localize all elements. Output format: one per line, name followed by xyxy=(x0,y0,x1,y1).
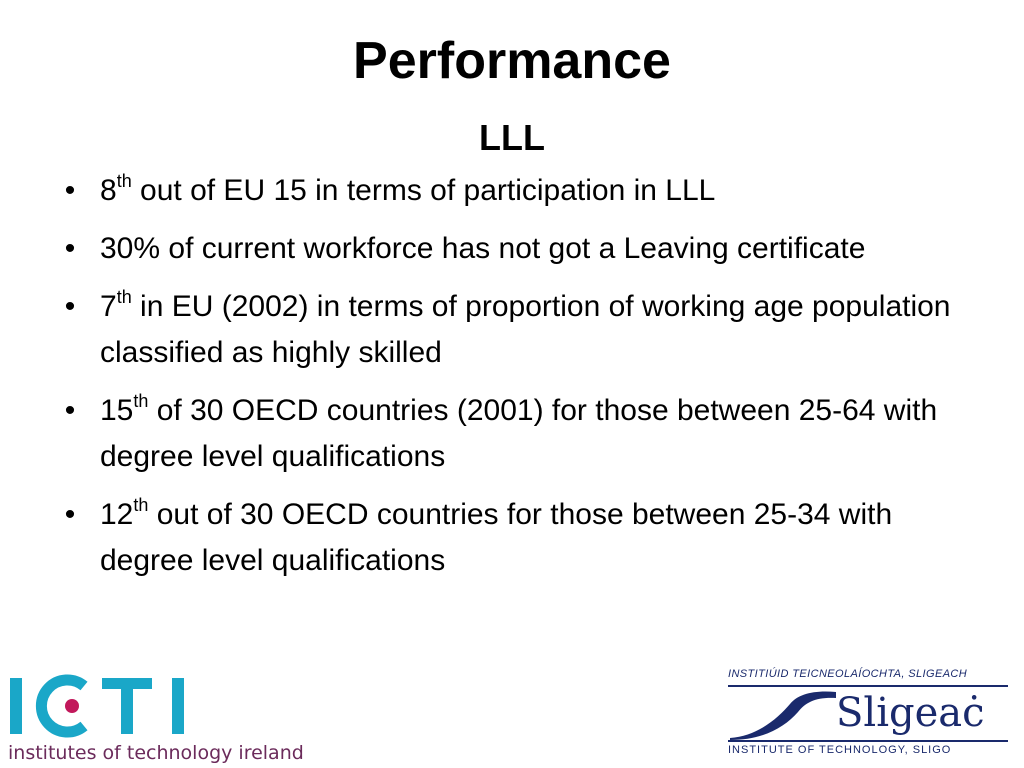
bullet-glyph: • xyxy=(64,232,76,265)
bullet-rank: 8 xyxy=(100,174,117,207)
slide-subtitle: LLL xyxy=(479,117,545,158)
bullet-glyph: • xyxy=(64,290,76,323)
bullet-rank-suffix: th xyxy=(116,171,132,191)
ioti-caption: institutes of technology ireland xyxy=(8,742,304,764)
bullet-rank-suffix: th xyxy=(133,391,149,411)
bullet-item xyxy=(60,168,960,214)
sligo-wordmark: Sligeaċ xyxy=(836,690,985,736)
bullet-rank-suffix: th xyxy=(116,287,132,307)
ioti-logo xyxy=(6,672,316,768)
bullet-item xyxy=(60,284,960,376)
bullet-text: out of 30 OECD countries for those between 25-34 with degree level qualifications xyxy=(100,498,893,577)
bullet-item xyxy=(60,492,960,584)
bullet-rank-suffix: th xyxy=(133,495,149,515)
sligo-irish-name: INSTITIÚID TEICNEOLAÍOCHTA, SLIGEACH xyxy=(728,668,968,680)
sligo-wave-icon xyxy=(728,688,840,740)
ioti-logo-mark-icon xyxy=(6,672,206,740)
bullet-item xyxy=(60,388,960,480)
bullet-glyph: • xyxy=(64,498,76,531)
bullet-list xyxy=(60,168,960,596)
bullet-text: out of EU 15 in terms of participation in LLL xyxy=(131,174,716,207)
bullet-text: in EU (2002) in terms of proportion of working age population classified as highly skilled xyxy=(100,290,951,369)
sligo-top-rule xyxy=(728,685,1008,687)
sligo-english-name: INSTITUTE OF TECHNOLOGY, SLIGO xyxy=(728,744,952,756)
it-sligo-logo xyxy=(724,668,1014,764)
bullet-item xyxy=(60,226,960,272)
bullet-glyph: • xyxy=(64,174,76,207)
bullet-rank: 15 xyxy=(100,394,134,427)
bullet-rank: 12 xyxy=(100,498,134,531)
bullet-rank: 7 xyxy=(100,290,117,323)
bullet-text: 30% of current workforce has not got a Leaving certificate xyxy=(100,232,866,265)
bullet-text: of 30 OECD countries (2001) for those between 25-64 with degree level qualifications xyxy=(100,394,938,473)
slide-title: Performance xyxy=(353,32,671,90)
bullet-glyph: • xyxy=(64,394,76,427)
sligo-bottom-rule xyxy=(728,740,1008,742)
